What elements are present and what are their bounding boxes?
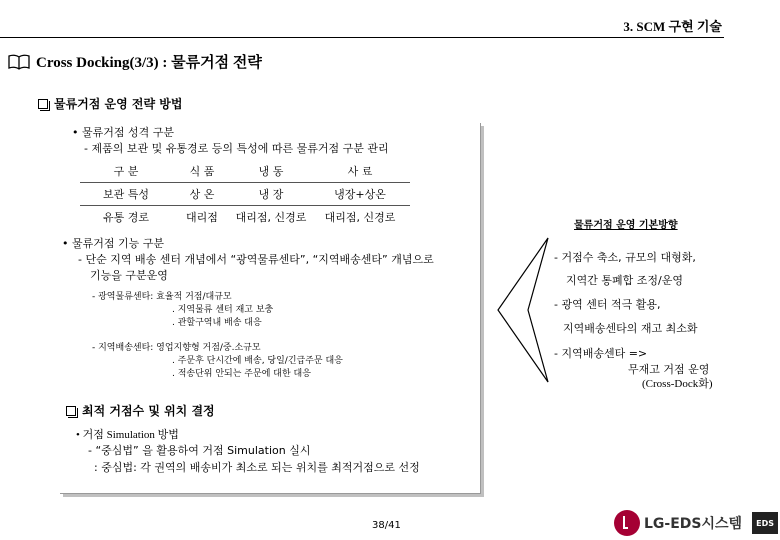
right-line3: - 광역 센터 적극 활용, <box>554 298 661 311</box>
checkbox-icon <box>38 99 48 109</box>
bullet-function-sub2: 기능을 구분운영 <box>90 269 168 282</box>
eds-logo-box: EDS <box>752 512 778 534</box>
table-cell: 상 온 <box>172 183 232 206</box>
section-heading-strategy <box>38 95 182 112</box>
bullet-character-sub: - 제품의 보관 및 유통경로 등의 특성에 따른 물류거점 구분 관리 <box>84 142 389 155</box>
simulation-bullet: • 거점 Simulation 방법 <box>76 429 179 441</box>
wide-area-line3: . 관할구역내 배송 대응 <box>172 318 262 328</box>
table-cell: 냉 동 <box>232 160 310 183</box>
lg-logo-icon <box>614 510 640 536</box>
left-arrow-icon <box>494 236 550 384</box>
simulation-sub1: - “중심법” 을 활용하여 거점 Simulation 실시 <box>88 444 311 457</box>
table-cell: 냉장+상온 <box>310 183 410 206</box>
table-cell: 구 분 <box>80 160 172 183</box>
section-heading-text: 최적 거점수 및 위치 결정 <box>82 404 215 418</box>
right-line2: 지역간 통폐합 조정/운영 <box>566 274 683 287</box>
right-line4: 지역배송센타의 재고 최소화 <box>563 322 698 335</box>
table-row <box>80 183 410 206</box>
warehouse-type-table <box>80 160 410 228</box>
book-icon <box>8 54 30 70</box>
table-cell: 사 료 <box>310 160 410 183</box>
right-line5: - 지역배송센타 => <box>554 347 648 360</box>
table-cell: 대리점, 신경로 <box>235 211 307 224</box>
simulation-sub2: : 중심법: 각 권역의 배송비가 최소로 되는 위치를 최적거점으로 선정 <box>94 461 420 474</box>
company-logo <box>614 510 778 536</box>
bullet-function: • 물류거점 기능 구분 <box>62 237 164 250</box>
slide-title <box>8 51 262 72</box>
local-area-line3: . 적송단위 안되는 주문에 대한 대응 <box>172 369 311 379</box>
table-row <box>80 160 410 183</box>
section-heading-text: 물류거점 운영 전략 방법 <box>54 97 183 111</box>
local-area-line1: - 지역배송센타: 영업지향형 거점/중.소규모 <box>92 343 261 353</box>
right-line1: - 거점수 축소, 규모의 대형화, <box>554 251 696 264</box>
wide-area-line2: . 지역물류 센터 재고 보충 <box>172 305 274 315</box>
wide-area-line1: - 광역물류센타: 효율적 거점/대규모 <box>92 292 232 302</box>
table-row <box>80 206 410 229</box>
right-line6: 무재고 거점 운영 <box>628 363 710 376</box>
slide-title-text: Cross Docking(3/3) : 물류거점 전략 <box>36 55 262 71</box>
checkbox-icon <box>66 406 76 416</box>
table-cell: 대리점 <box>186 211 218 224</box>
table-cell: 보관 특성 <box>80 183 172 206</box>
logo-text: LG-EDS시스템 <box>644 516 743 532</box>
local-area-line2: . 주문후 단시간에 배송, 당일/긴급주문 대응 <box>172 356 343 366</box>
table-cell: 유통 경로 <box>102 211 149 224</box>
right-panel-title: 물류거점 운영 기본방향 <box>574 220 678 231</box>
right-line7: (Cross-Dock화) <box>642 378 713 390</box>
header-divider <box>0 37 724 38</box>
table-cell: 냉 장 <box>232 183 310 206</box>
table-cell: 식 품 <box>172 160 232 183</box>
page-number: 38/41 <box>372 520 401 531</box>
section-heading-location <box>66 402 215 419</box>
bullet-character: • 물류거점 성격 구분 <box>72 126 174 139</box>
bullet-function-sub1: - 단순 지역 배송 센터 개념에서 “광역물류센타”, “지역배송센타” 개념으로 <box>78 253 434 266</box>
header-title: 3. SCM 구현 기술 <box>623 19 722 34</box>
table-cell: 대리점, 신경로 <box>324 211 396 224</box>
